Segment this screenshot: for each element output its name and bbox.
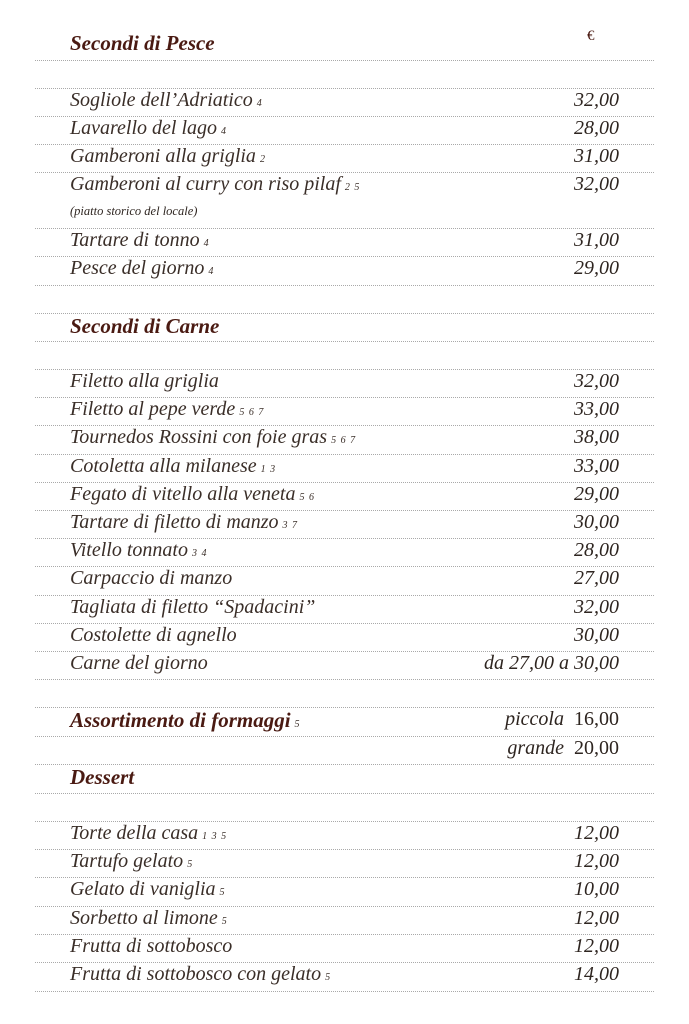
menu-item — [70, 229, 619, 252]
item-price: 12,00 — [574, 935, 619, 957]
menu-item — [70, 850, 619, 873]
menu-item — [70, 539, 619, 562]
item-price: 28,00 — [574, 539, 619, 561]
item-price: 27,00 — [574, 567, 619, 589]
item-name: Filetto alla griglia — [70, 370, 219, 392]
item-allergens: 5 — [325, 972, 332, 983]
item-name: Gelato di vaniglia — [70, 878, 216, 900]
item-allergens: 3 7 — [282, 520, 299, 531]
item-name: Gamberoni alla griglia — [70, 145, 256, 167]
divider — [35, 341, 654, 342]
item-name: Fegato di vitello alla veneta — [70, 483, 296, 505]
menu-item — [70, 117, 619, 140]
item-price: 33,00 — [574, 398, 619, 420]
item-price: 12,00 — [574, 907, 619, 929]
cheese-small-label: piccola — [505, 708, 564, 730]
cheese-row — [70, 708, 619, 733]
divider — [35, 679, 654, 680]
item-price: 38,00 — [574, 426, 619, 448]
item-price: 12,00 — [574, 850, 619, 872]
menu-item — [70, 963, 619, 986]
item-allergens: 5 6 7 — [331, 435, 357, 446]
menu-item — [70, 483, 619, 506]
cheese-title: Assortimento di formaggi — [70, 708, 291, 732]
section-title-dessert: Dessert — [70, 765, 135, 789]
item-allergens: 2 — [259, 154, 266, 165]
item-price: da 27,00 a 30,00 — [484, 652, 619, 674]
item-price: 33,00 — [574, 455, 619, 477]
menu-item — [70, 652, 619, 675]
menu-item — [70, 878, 619, 901]
item-name: Tartare di tonno — [70, 229, 200, 251]
menu-item — [70, 370, 619, 393]
menu-item — [70, 624, 619, 647]
menu-item — [70, 511, 619, 534]
item-name: Costolette di agnello — [70, 624, 237, 646]
item-name: Carpaccio di manzo — [70, 567, 233, 589]
menu-item — [70, 822, 619, 845]
divider — [35, 60, 654, 61]
item-name: Carne del giorno — [70, 652, 208, 674]
item-price: 28,00 — [574, 117, 619, 139]
item-allergens: 5 6 7 — [239, 407, 265, 418]
item-name: Sorbetto al limone — [70, 907, 218, 929]
item-price: 31,00 — [574, 145, 619, 167]
item-price: 31,00 — [574, 229, 619, 251]
divider — [35, 285, 654, 286]
item-name: Tournedos Rossini con foie gras — [70, 426, 328, 448]
item-name: Frutta di sottobosco con gelato — [70, 963, 322, 985]
menu-item — [70, 907, 619, 930]
menu-item — [70, 89, 619, 112]
item-allergens: 5 — [187, 859, 194, 870]
menu-item — [70, 935, 619, 958]
item-price: 12,00 — [574, 822, 619, 844]
item-name: Filetto al pepe verde — [70, 398, 236, 420]
menu-item — [70, 257, 619, 280]
item-allergens: 4 — [256, 98, 263, 109]
item-price: 32,00 — [574, 370, 619, 392]
item-price: 30,00 — [574, 624, 619, 646]
item-price: 32,00 — [574, 173, 619, 195]
item-price: 30,00 — [574, 511, 619, 533]
cheese-allergens: 5 — [294, 719, 301, 730]
cheese-small — [505, 708, 619, 731]
item-price: 10,00 — [574, 878, 619, 900]
menu-item — [70, 426, 619, 449]
item-allergens: 2 5 — [344, 182, 361, 193]
menu-item — [70, 455, 619, 478]
item-allergens: 5 — [221, 916, 228, 927]
item-allergens: 5 — [219, 887, 226, 898]
item-name: Tagliata di filetto “Spadacini” — [70, 596, 316, 618]
menu-item — [70, 145, 619, 168]
item-name: Gamberoni al curry con riso pilaf — [70, 173, 341, 195]
item-price: 29,00 — [574, 257, 619, 279]
item-name: Torte della casa — [70, 822, 199, 844]
menu-item — [70, 398, 619, 421]
item-price: 32,00 — [574, 89, 619, 111]
item-allergens: 4 — [208, 266, 215, 277]
divider — [35, 793, 654, 794]
section-title-meat: Secondi di Carne — [70, 314, 220, 338]
cheese-large-price: 20,00 — [574, 737, 619, 759]
item-allergens: 1 3 5 — [202, 831, 228, 842]
cheese-large-label: grande — [507, 737, 564, 759]
menu-item — [70, 567, 619, 590]
item-price: 14,00 — [574, 963, 619, 985]
item-price: 32,00 — [574, 596, 619, 618]
cheese-small-price: 16,00 — [574, 708, 619, 730]
item-name: Tartufo gelato — [70, 850, 184, 872]
section-title-fish: Secondi di Pesce — [70, 31, 215, 55]
item-allergens: 4 — [221, 126, 228, 137]
item-note: (piatto storico del locale) — [70, 204, 198, 218]
currency-symbol: € — [587, 28, 595, 44]
cheese-large — [507, 737, 619, 760]
menu-item — [70, 173, 619, 196]
divider — [35, 991, 654, 992]
item-name: Frutta di sottobosco — [70, 935, 233, 957]
item-allergens: 5 6 — [299, 492, 315, 503]
menu-item — [70, 596, 619, 619]
item-name: Pesce del giorno — [70, 257, 205, 279]
item-allergens: 1 3 — [260, 464, 277, 475]
item-name: Tartare di filetto di manzo — [70, 511, 279, 533]
item-name: Sogliole dell’Adriatico — [70, 89, 253, 111]
item-name: Cotoletta alla milanese — [70, 455, 257, 477]
item-name: Lavarello del lago — [70, 117, 218, 139]
item-price: 29,00 — [574, 483, 619, 505]
item-allergens: 3 4 — [191, 548, 208, 559]
item-name: Vitello tonnato — [70, 539, 188, 561]
item-allergens: 4 — [203, 238, 210, 249]
